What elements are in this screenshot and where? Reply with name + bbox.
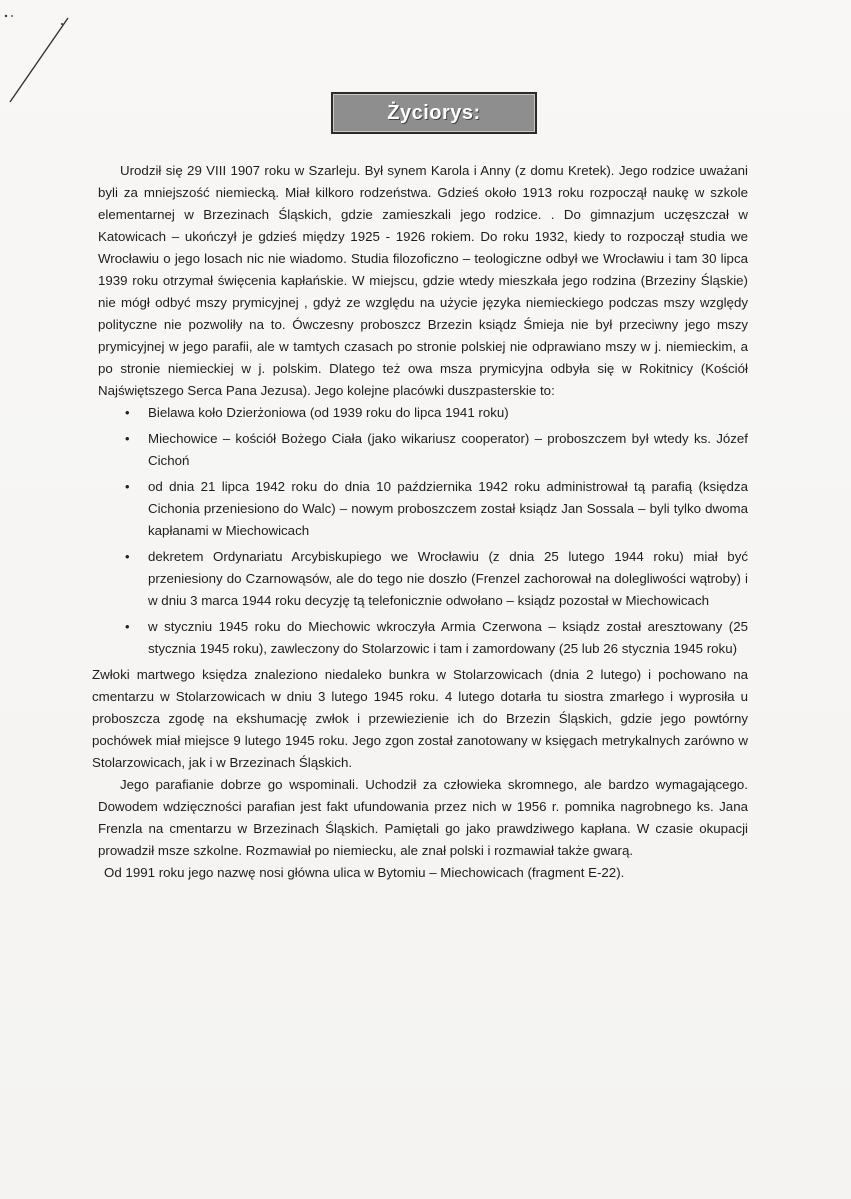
burial-paragraph: Zwłoki martwego księdza znaleziono niedaleko bunkra w Stolarzowicach (dnia 2 lutego) i pochowano na cmentarzu w Stolarzowicach w dniu 3 lutego 1945 roku. 4 lutego dotarła tu siostra zmarłego i wyprosiła u proboszcza zgodę na ekshumację zwłok i przewiezienie ich do Brzezin Śląskich, gdzie jego powtórny pochówek miał miejsce 9 lutego 1945 roku. Jego zgon został zanotowany w księgach metrykalnych zarówno w Stolarzowicach, jak i w Brzezinach Śląskich. bbox=[92, 667, 748, 770]
list-item bbox=[98, 402, 748, 424]
list-item bbox=[98, 428, 748, 472]
street-paragraph: Od 1991 roku jego nazwę nosi główna ulica w Bytomiu – Miechowicach (fragment E-22). bbox=[104, 865, 625, 880]
bullet-icon: • bbox=[125, 405, 130, 420]
list-item-text: dekretem Ordynariatu Arcybiskupiego we Wrocławiu (z dnia 25 lutego 1944 roku) miał być przeniesiony do Czarnowąsów, ale do tego nie doszło (Frenzel zachorował na dolegliwości wątroby) i w dniu 3 marca 1944 roku decyzję tą telefonicznie odwołano – ksiądz pozostał w Miechowicach bbox=[148, 549, 748, 608]
bullet-icon: • bbox=[125, 549, 130, 564]
list-item bbox=[98, 616, 748, 660]
list-item-text: od dnia 21 lipca 1942 roku do dnia 10 października 1942 roku administrował tą parafią (księdza Cichonia przeniesiono do Walc) – nowym proboszczem został ksiądz Jan Sossala – byli tylko dwoma kapłanami w Miechowicach bbox=[148, 479, 748, 538]
intro-paragraph: Urodził się 29 VIII 1907 roku w Szarleju. Był synem Karola i Anny (z domu Kretek). Jego rodzice uważani byli za mniejszość niemiecką. Miał kilkoro rodzeństwa. Gdzieś około 1913 roku rozpoczął naukę w szkole elementarnej w Brzezinach Śląskich, gdzie zamieszkali jego rodzice. . Do gimnazjum uczęszczał w Katowicach – ukończył je gdzieś między 1925 - 1926 rokiem. Do roku 1932, kiedy to rozpoczął studia we Wrocławiu o jego losach nic nie wiadomo. Studia filozoficzno – teologiczne odbył we Wrocławiu i tam 30 lipca 1939 roku otrzymał święcenia kapłańskie. W miejscu, gdzie wtedy mieszkała jego rodzina (Brzeziny Śląskie) nie mógł odbyć mszy prymicyjnej , gdyż ze względu na użycie języka niemieckiego podczas mszy względy polityczne nie pozwoliły na to. Ówczesny proboszcz Brzezin ksiądz Śmieja nie był przeciwny jego mszy prymicyjnej w jego parafii, ale w tamtych czasach po stronie polskiej nie odprawiano mszy w j. niemieckim, a po stronie niemieckiej w j. polskim. Dlatego też owa msza prymicyjna odbyła się w Rokitnicy (Kościół Najświętszego Serca Pana Jezusa). Jego kolejne placówki duszpasterskie to: bbox=[98, 163, 748, 398]
biography-content bbox=[92, 160, 748, 884]
list-item bbox=[98, 476, 748, 542]
bullet-icon: • bbox=[125, 431, 130, 446]
list-item-text: Bielawa koło Dzierżoniowa (od 1939 roku do lipca 1941 roku) bbox=[148, 405, 509, 420]
page-title: Życiorys: bbox=[387, 101, 481, 124]
title-banner bbox=[331, 92, 537, 134]
pen-stroke-mark bbox=[0, 0, 80, 120]
bullet-icon: • bbox=[125, 479, 130, 494]
list-item bbox=[98, 546, 748, 612]
bullet-icon: • bbox=[125, 619, 130, 634]
list-item-text: Miechowice – kościół Bożego Ciała (jako wikariusz cooperator) – proboszczem był wtedy ks. Józef Cichoń bbox=[148, 431, 748, 468]
memory-paragraph: Jego parafianie dobrze go wspominali. Uchodził za człowieka skromnego, ale bardzo wymagającego. Dowodem wdzięczności parafian jest fakt ufundowania przez nich w 1956 r. pomnika nagrobnego ks. Jana Frenzla na cmentarzu w Brzezinach Śląskich. Pamiętali go jako prawdziwego kapłana. W czasie okupacji prowadził msze szkolne. Rozmawiał po niemiecku, ale znał polski i rozmawiał także gwarą. bbox=[98, 777, 748, 858]
list-item-text: w styczniu 1945 roku do Miechowic wkroczyła Armia Czerwona – ksiądz został aresztowany (25 stycznia 1945 roku), zawleczony do Stolarzowic i tam i zamordowany (25 lub 26 stycznia 1945 roku) bbox=[148, 619, 748, 656]
parish-list bbox=[98, 402, 748, 660]
